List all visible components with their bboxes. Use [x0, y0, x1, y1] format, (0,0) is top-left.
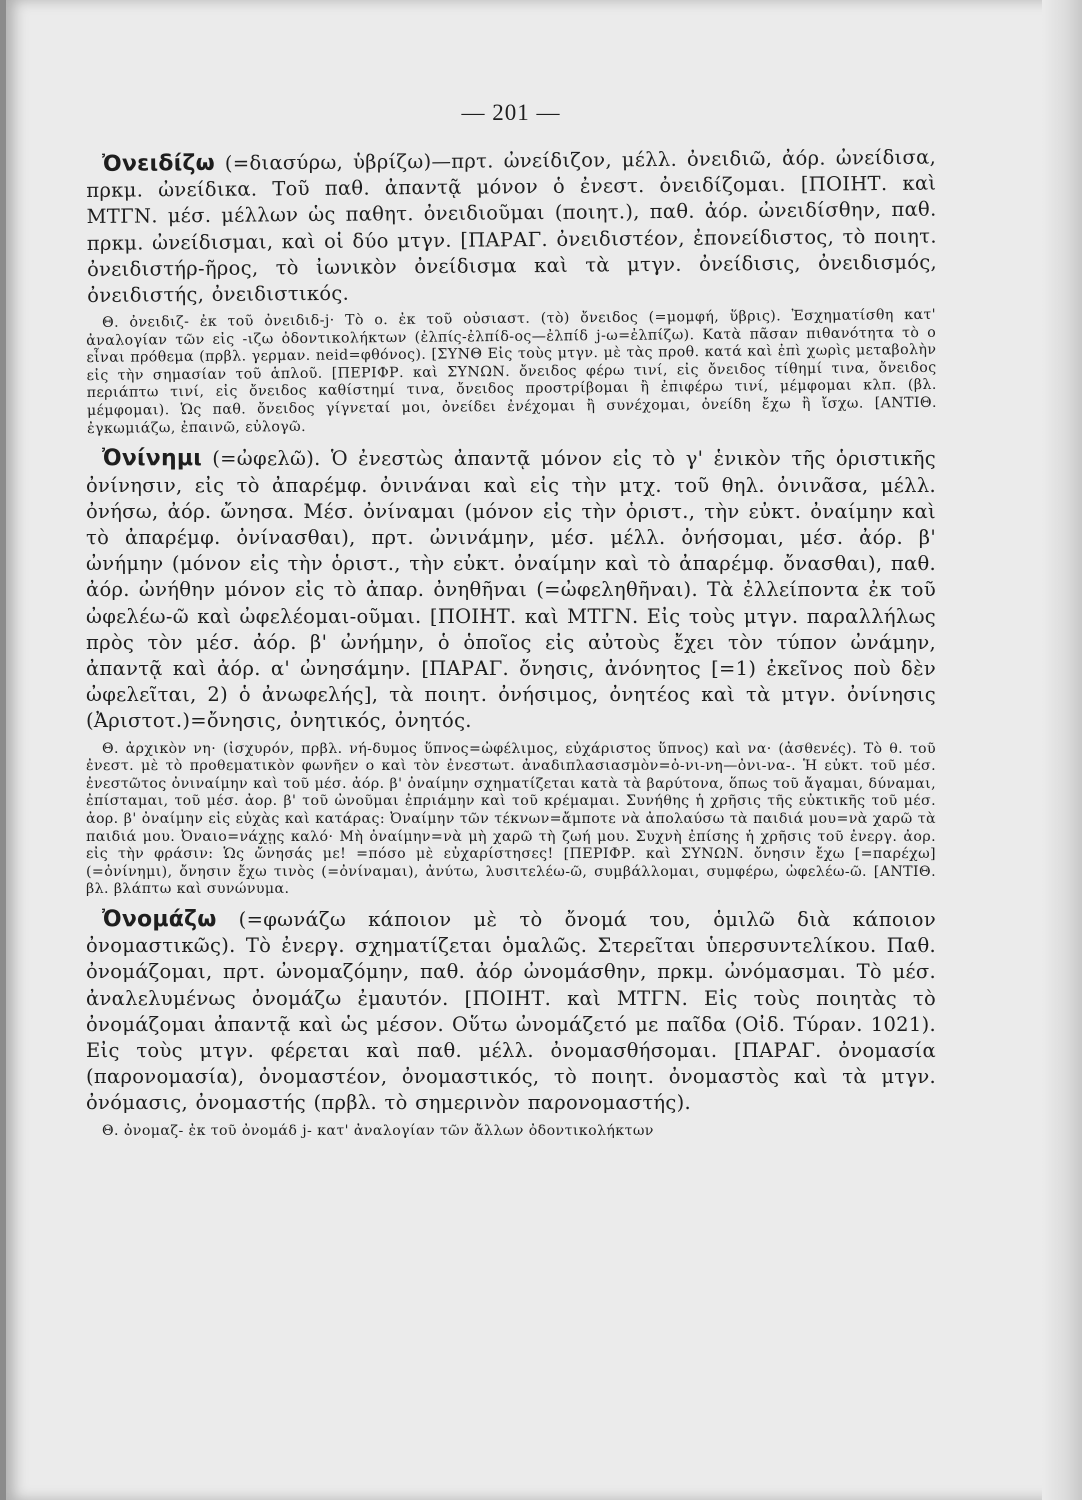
- entry-etymology-note: Θ. ἀρχικὸν νη· (ἰσχυρόν, πρβλ. νή-δυμος ὕπνος=ὠφέλιμος, εὐχάριστος ὕπνος) καὶ να· (ἀσθενές). Τὸ θ. τοῦ ἐνεστ. μὲ τὸ προθεματικὸν φωνῆεν ο καὶ τὸν ἐνεστωτ. ἀναδιπλασιασμὸν=ὀ-νι-νη—ὀνι-να-. Ἡ εὐκτ. τοῦ μέσ. ἐνεστῶτος ὀνιναίμην καὶ τοῦ μέσ. ἀόρ. β' ὀναίμην σχηματίζεται κατὰ τὰ βαρύτονα, ὅπως τοῦ ἄγαμαι, δύναμαι, ἐπίσταμαι, τοῦ μέσ. ἀορ. β' τοῦ ὠνοῦμαι ἐπριάμην καὶ τοῦ κρέμαμαι. Συνήθης ἡ χρῆσις τῆς εὐκτικῆς τοῦ μέσ. ἀορ. β' ὀναίμην εἰς εὐχὰς καὶ κατάρας: Ὀναίμην τῶν τέκνων=ἄμποτε νὰ ἀπολαύσω τὰ παιδιά μου=νὰ χαρῶ τὰ παιδιά μου. Ὀναιο=νάχῃς καλό· Μὴ ὀναίμην=νὰ μὴ χαρῶ τὴ ζωή μου. Συχνὴ ἐπίσης ἡ χρῆσις τοῦ ἐνεργ. ἀορ. εἰς τὴν φράσιν: Ὡς ὤνησάς με! =πόσο μὲ εὐχαρίστησες! [ΠΕΡΙΦΡ. καὶ ΣΥΝΩΝ. ὄνησιν ἔχω [=παρέχω] (=ὀνίνημι), ὄνησιν ἔχω τινὸς (=ὀνίναμαι), ἀνύτω, λυσιτελέω-ῶ, συμβάλλομαι, συμφέρω, ὠφελέω-ῶ. [ΑΝΤΙΘ. βλ. βλάπτω καὶ συνώνυμα.: [86, 740, 936, 898]
- page-number: — 201 —: [461, 100, 561, 125]
- entry-body: [86, 446, 936, 734]
- entry-definition: (=διασύρω, ὑβρίζω)—πρτ. ὠνείδιζον, μέλλ. ὀνειδιῶ, ἀόρ. ὠνείδισα, πρκμ. ὠνείδικα. Τοῦ παθ. ἀπαντᾷ μόνον ὁ ἐνεστ. ὀνειδίζομαι. [ΠΟΙΗΤ. καὶ ΜΤΓΝ. μέσ. μέλλων ὡς παθητ. ὀνειδιοῦμαι (ποιητ.), παθ. ἀόρ. ὠνειδίσθην, παθ. πρκμ. ὠνείδισμαι, καὶ οἱ δύο μτγν. [ΠΑΡΑΓ. ὀνειδιστέον, ἐπονείδιστος, τὸ ποιητ. ὀνειδιστήρ-ῆρος, τὸ ἰωνικὸν ὀνείδισμα καὶ τὰ μτγν. ὀνείδισις, ὀνειδισμός, ὀνειδιστής, ὀνειδιστικός.: [86, 145, 938, 308]
- dictionary-entry: [86, 907, 936, 1140]
- page-content: [86, 100, 936, 1148]
- book-page: [6, 0, 1082, 1500]
- page-edge-shadow: [1042, 0, 1082, 1500]
- entry-headword: Ὀνίνημι: [102, 446, 202, 472]
- entry-body: [86, 145, 937, 310]
- entry-definition: (=φωνάζω κάποιον μὲ τὸ ὄνομά του, ὁμιλῶ διὰ κάποιον ὀνομαστικῶς). Τὸ ἐνεργ. σχηματίζεται ὁμαλῶς. Στερεῖται ὑπερσυντελίκου. Παθ. ὀνομάζομαι, πρτ. ὠνομαζόμην, παθ. ἀόρ ὠνομάσθην, πρκμ. ὠνόμασμαι. Τὸ μέσ. ἀναλελυμένως ὀνομάζω ἐμαυτόν. [ΠΟΙΗΤ. καὶ ΜΤΓΝ. Εἰς τοὺς ποιητὰς τὸ ὀνομάζομαι ἀπαντᾷ καὶ ὡς μέσον. Οὕτω ὠνομάζετό με παῖδα (Οἰδ. Τύραν. 1021). Εἰς τοὺς μτγν. φέρεται καὶ παθ. μέλλ. ὀνομασθήσομαι. [ΠΑΡΑΓ. ὀνομασία (παρονομασία), ὀνομαστέον, ὀνομαστικός, τὸ ποιητ. ὀνομαστὸς καὶ τὰ μτγν. ὀνόμασις, ὀνομαστής (πρβλ. τὸ σημερινὸν παρονομαστής).: [86, 907, 936, 1115]
- dictionary-entry: [86, 145, 938, 438]
- dictionary-entry: [86, 446, 936, 899]
- entry-headword: Ὀνομάζω: [102, 906, 217, 932]
- entry-headword: Ὀνειδίζω: [101, 150, 216, 177]
- entry-body: [86, 907, 936, 1117]
- entry-definition: (=ὠφελῶ). Ὁ ἐνεστὼς ἀπαντᾷ μόνον εἰς τὸ γ' ἑνικὸν τῆς ὁριστικῆς ὀνίνησιν, εἰς τὸ ἀπαρέμφ. ὀνινάναι καὶ εἰς τὴν μτχ. τοῦ θηλ. ὀνινᾶσα, μέλλ. ὀνήσω, ἀόρ. ὤνησα. Μέσ. ὀνίναμαι (μόνον εἰς τὴν ὁριστ., τὴν εὐκτ. ὀναίμην καὶ τὸ ἀπαρέμφ. ὀνίνασθαι), πρτ. ὠνινάμην, μέσ. μέλλ. ὀνήσομαι, μέσ. ἀόρ. β' ὠνήμην (μόνον εἰς τὴν ὁριστ., τὴν εὐκτ. ὀναίμην καὶ τὸ ἀπαρέμφ. ὄνασθαι), παθ. ἀόρ. ὠνήθην μόνον εἰς τὸ ἀπαρ. ὀνηθῆναι (=ὠφεληθῆναι). Τὰ ἐλλείποντα ἐκ τοῦ ὠφελέω-ῶ καὶ ὠφελέομαι-οῦμαι. [ΠΟΙΗΤ. καὶ ΜΤΓΝ. Εἰς τοὺς μτγν. παραλλήλως πρὸς τὸν μέσ. ἀόρ. β' ὠνήμην, ὁ ὁποῖος εἰς αὐτοὺς ἔχει τὸν τύπον ὠνάμην, ἀπαντᾷ καὶ ἀόρ. α' ὠνησάμην. [ΠΑΡΑΓ. ὄνησις, ἀνόνητος [=1) ἐκεῖνος ποὺ δὲν ὠφελεῖται, 2) ὁ ἀνωφελής], τὰ ποιητ. ὀνήσιμος, ὀνητέος καὶ τὰ μτγν. ὀνίνησις (Ἀριστοτ.)=ὄνησις, ὀνητικός, ὀνητός.: [86, 447, 937, 733]
- entry-etymology-note: Θ. ὀνομαζ- ἐκ τοῦ ὀνομάδ j- κατ' ἀναλογίαν τῶν ἄλλων ὀδοντικολήκτων: [102, 1122, 654, 1139]
- entry-etymology-note: Θ. ὀνειδιζ- ἐκ τοῦ ὀνειδιδ-j· Τὸ ο. ἐκ τοῦ οὐσιαστ. (τὸ) ὄνειδος (=μομφή, ὕβρις). Ἐσχηματίσθη κατ' ἀναλογίαν τῶν εἰς -ιζω ὀδοντικολήκτων (ἐλπίς-ἐλπίδ-ος—ἐλπίδ j-ω=ἐλπίζω). Κατὰ πᾶσαν πιθανότητα τὸ ο εἶναι πρόθεμα (πρβλ. γερμαν. neid=φθόνος). [ΣΥΝΘ Εἰς τοὺς μτγν. μὲ τὰς προθ. κατά καὶ ἐπὶ χωρὶς μεταβολὴν εἰς τὴν σημασίαν τοῦ ἁπλοῦ. [ΠΕΡΙΦΡ. καὶ ΣΥΝΩΝ. ὄνειδος φέρω τινί, εἰς ὄνειδος τίθημί τινα, ὄνειδος περιάπτω τινί, εἰς ὄνειδος καθίστημί τινα, ὄνειδος προστρίβομαι ἢ ἐπιφέρω τινί, μέμφομαι κλπ. (βλ. μέμφομαι). Ὡς παθ. ὄνειδος γίγνεταί μοι, ὀνείδει ἐνέχομαι ἢ συνέχομαι, ὀνείδη ἔχω ἢ ἴσχω. [ΑΝΤΙΘ. ἐγκωμιάζω, ἐπαινῶ, εὐλογῶ.: [86, 307, 937, 437]
